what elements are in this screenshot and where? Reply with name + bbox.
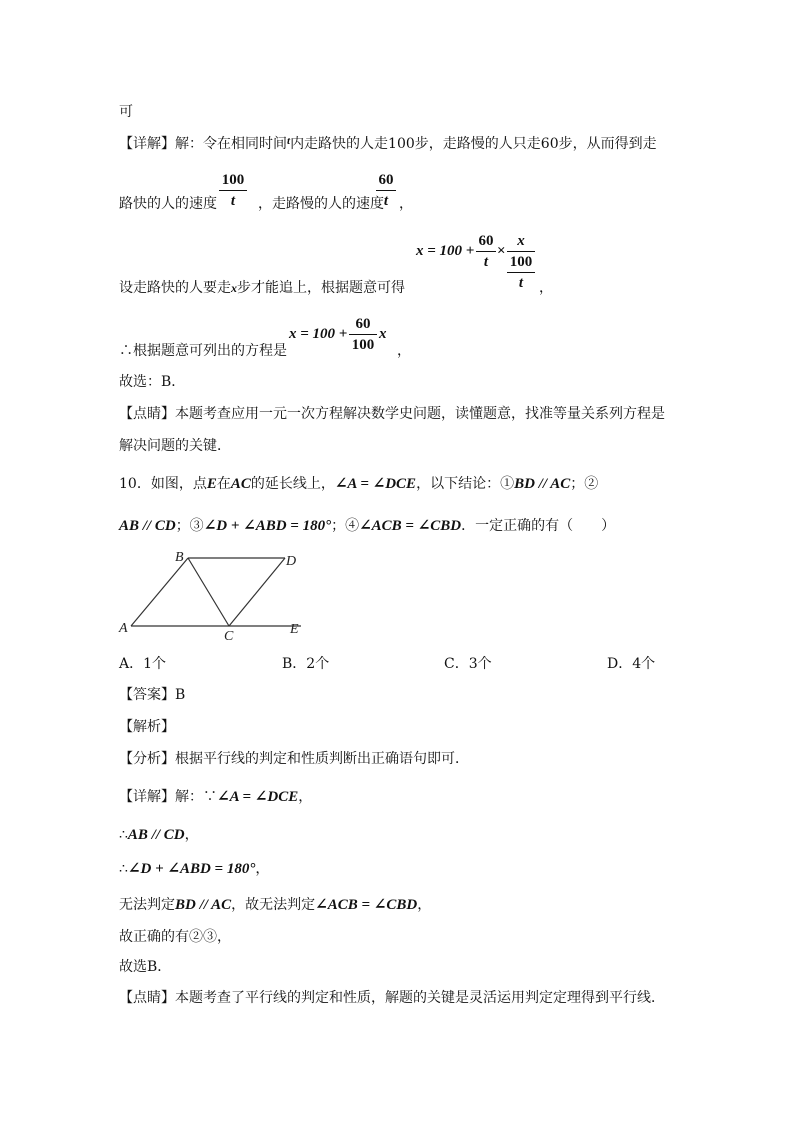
detail-tag: 【详解】 — [119, 136, 175, 152]
fraction-numerator: 60 — [355, 316, 371, 332]
option-d: D．4个 — [607, 656, 656, 672]
speed-line — [119, 195, 217, 213]
segment-bc — [188, 558, 229, 626]
fraction-slow-speed — [376, 171, 396, 210]
text: 可 — [119, 104, 133, 120]
label-e: E — [290, 622, 299, 637]
comment-tag: 【点睛】 — [119, 990, 175, 1006]
text: 10．如图，点 — [119, 476, 207, 492]
label-c: C — [224, 629, 234, 644]
text: ， — [399, 196, 413, 212]
comment-line-2: 解决问题的关键． — [119, 438, 231, 454]
segment-cd — [229, 558, 285, 626]
analyze-tag: 【分析】 — [119, 751, 175, 767]
text: ；② — [570, 476, 599, 492]
text: ∴根据题意可列出的方程是 — [119, 343, 287, 359]
question-10-stem — [119, 475, 598, 493]
fraction-denominator: 100 — [351, 337, 375, 353]
fraction-denominator: t — [230, 193, 236, 209]
conclusion-2: AB // CD — [119, 518, 176, 534]
analyze-text: 根据平行线的判定和性质判断出正确语句即可． — [175, 751, 469, 767]
fraction-bar — [507, 272, 535, 273]
equation-1-fraction-1 — [476, 232, 496, 271]
times-sign: × — [497, 243, 506, 259]
text: ；③ — [175, 518, 204, 534]
answer-value: B — [175, 687, 186, 703]
step-2 — [119, 860, 269, 878]
text: ， — [184, 827, 199, 843]
equation-1-fraction-2 — [507, 232, 535, 292]
text: ， — [417, 897, 432, 913]
speed-end — [399, 195, 413, 213]
text: ， — [255, 861, 270, 877]
detail-tag: 【详解】 — [119, 789, 175, 805]
comment-line — [119, 989, 665, 1007]
text: ，走路慢的人的速度 — [258, 196, 384, 212]
equation-1-left: x = 100 + — [416, 243, 475, 259]
fraction-numerator: 60 — [378, 172, 394, 188]
therefore-sign: ∴ — [119, 827, 128, 843]
text: 在 — [216, 476, 231, 492]
answer-tag: 【答案】 — [119, 687, 175, 703]
speed-line-2 — [258, 195, 384, 213]
text: ，以下结论：① — [416, 476, 515, 492]
equation-1-end: ， — [539, 280, 553, 296]
fraction-denominator: t — [383, 193, 389, 209]
analysis-tag: 【解析】 — [119, 719, 175, 735]
analyze-line — [119, 750, 469, 768]
correct-line: 故正确的有②③， — [119, 929, 231, 945]
text: 路快的人的速度 — [119, 196, 217, 212]
math-condition: ∠A = ∠DCE — [217, 789, 299, 805]
label-d: D — [286, 554, 297, 569]
equation-2-fraction — [349, 315, 377, 354]
text: ，故无法判定 — [231, 897, 316, 913]
label-a: A — [119, 621, 128, 636]
text: 的延长线上， — [250, 476, 335, 492]
option-b: B．2个 — [282, 656, 330, 672]
step-1 — [119, 826, 199, 844]
text: 无法判定 — [119, 897, 175, 913]
math-step: BD // AC — [175, 897, 232, 913]
segment-ab — [131, 558, 188, 626]
equation-2-var: x — [379, 326, 387, 342]
therefore-line — [119, 342, 287, 360]
fraction-numerator: 60 — [478, 233, 494, 249]
option-a: A．1个 — [119, 656, 167, 672]
label-b: B — [175, 550, 184, 565]
comment-text: 本题考查了平行线的判定和性质，解题的关键是灵活运用判定定理得到平行线． — [175, 990, 665, 1006]
fraction-fast-speed — [219, 171, 247, 210]
math-condition: ∠A = ∠DCE — [334, 476, 417, 492]
math-segment: AC — [230, 476, 251, 492]
conclusion-3: ∠D + ∠ABD = 180° — [203, 518, 332, 534]
math-point: E — [206, 476, 217, 492]
question-10-stem-2 — [119, 517, 615, 535]
answer-line — [119, 686, 185, 704]
geometry-figure — [115, 546, 315, 646]
choose-line: 故选B． — [119, 959, 172, 975]
comment-tag: 【点睛】 — [119, 406, 175, 422]
fraction-bar — [219, 190, 247, 191]
setup-line — [119, 279, 405, 297]
step-3 — [119, 896, 431, 914]
fraction-numerator: x — [517, 233, 525, 249]
choose-line: 故选：B． — [119, 374, 186, 390]
text: ．一定正确的有（ ） — [461, 518, 616, 534]
math-step: ∠ACB = ∠CBD — [315, 897, 418, 913]
text: ；④ — [331, 518, 360, 534]
detail-text2: 内走路快的人走100步，走路慢的人只走60步，从而得到走 — [290, 136, 657, 152]
fraction-middle: 100 — [509, 254, 533, 270]
text: 解：∵ — [175, 789, 217, 805]
text: 设走路快的人要走 — [119, 280, 231, 296]
fraction-denominator: t — [483, 254, 489, 270]
math-step: ∠D + ∠ABD = 180° — [127, 861, 256, 877]
comment-line — [119, 405, 665, 423]
conclusion-1: BD // AC — [514, 476, 571, 492]
fraction-denominator: t — [518, 275, 524, 291]
fraction-bar — [476, 251, 496, 252]
text: 步才能追上，根据题意可得 — [237, 280, 405, 296]
fraction-numerator: 100 — [221, 172, 245, 188]
equation-2-left: x = 100 + — [289, 326, 348, 342]
math-var: t — [287, 135, 291, 147]
conclusion-4: ∠ACB = ∠CBD — [359, 518, 462, 534]
detail-line — [119, 788, 312, 806]
fraction-bar — [376, 190, 396, 191]
text-line — [119, 103, 133, 121]
detail-text: 解：令在相同时间 — [175, 136, 287, 152]
option-c: C．3个 — [444, 656, 492, 672]
comment-text: 本题考查应用一元一次方程解决数学史问题，读懂题意，找准等量关系列方程是 — [175, 406, 665, 422]
fraction-bar — [349, 334, 377, 335]
math-step: AB // CD — [127, 827, 185, 843]
text: ， — [298, 789, 313, 805]
therefore-sign: ∴ — [119, 861, 128, 877]
equation-2-end: ， — [397, 343, 411, 359]
detail-line — [119, 135, 657, 154]
math-var: x — [231, 281, 237, 295]
fraction-bar — [507, 251, 535, 252]
